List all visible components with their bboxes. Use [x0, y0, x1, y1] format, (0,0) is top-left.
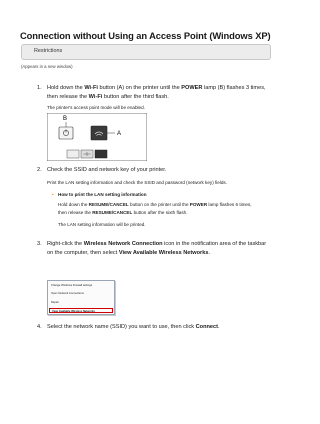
step-2-line-1: Check the SSID and network key of your printer. [47, 167, 167, 173]
how-to-line-1: Hold down the RESUME/CANCEL button on the printer until the POWER lamp flashes 6 times, [58, 202, 252, 207]
how-to-line-3: The LAN setting information will be printed. [58, 222, 146, 227]
menu-item-repair[interactable]: Repair [51, 301, 59, 304]
label-b: B [63, 116, 68, 122]
step-2-number: 2. [37, 167, 42, 173]
step-3-line-2: on the computer, then select View Available Wireless Networks. [47, 250, 211, 256]
step-1-number: 1. [37, 85, 42, 91]
restrictions-toggle[interactable] [21, 44, 271, 60]
new-window-note: (Appears in a new window) [21, 64, 73, 69]
how-to-print-title: How to print the LAN setting information [58, 192, 147, 197]
menu-item-network-connections[interactable]: Open Network Connections [51, 292, 84, 295]
step-4-number: 4. [37, 324, 42, 330]
wifi-button-icon [91, 126, 107, 140]
menu-item-firewall[interactable]: Change Windows Firewall settings [51, 284, 93, 287]
step-2-line-2: Print the LAN setting information and check the SSID and password (network key) fields. [47, 180, 228, 185]
step-1-line-1: Hold down the Wi-Fi button (A) on the printer until the POWER lamp (B) flashes 3 times, [47, 85, 266, 91]
how-to-line-2: then release the RESUME/CANCEL button after the sixth flash. [58, 210, 188, 215]
step-3-number: 3. [37, 241, 42, 247]
step-3-line-1: Right-click the Wireless Network Connection icon in the notification area of the taskbar [47, 241, 267, 247]
menu-item-view-wireless-networks[interactable]: View Available Wireless Networks [49, 308, 113, 313]
step-1-line-2: then release the Wi-Fi button after the third flash. [47, 94, 169, 100]
page-title: Connection without Using an Access Point (Windows XP) [20, 30, 271, 41]
printer-panel-illustration [47, 113, 147, 161]
step-4-line-1: Select the network name (SSID) you want to use, then click Connect. [47, 324, 220, 330]
restrictions-label: Restrictions [34, 48, 63, 54]
taskbar-context-menu [47, 280, 115, 315]
power-button-icon [59, 127, 73, 139]
bullet-icon: • [52, 192, 54, 197]
label-a: A [117, 131, 122, 137]
step-1-result: The printer's access point mode will be enabled. [47, 105, 145, 110]
